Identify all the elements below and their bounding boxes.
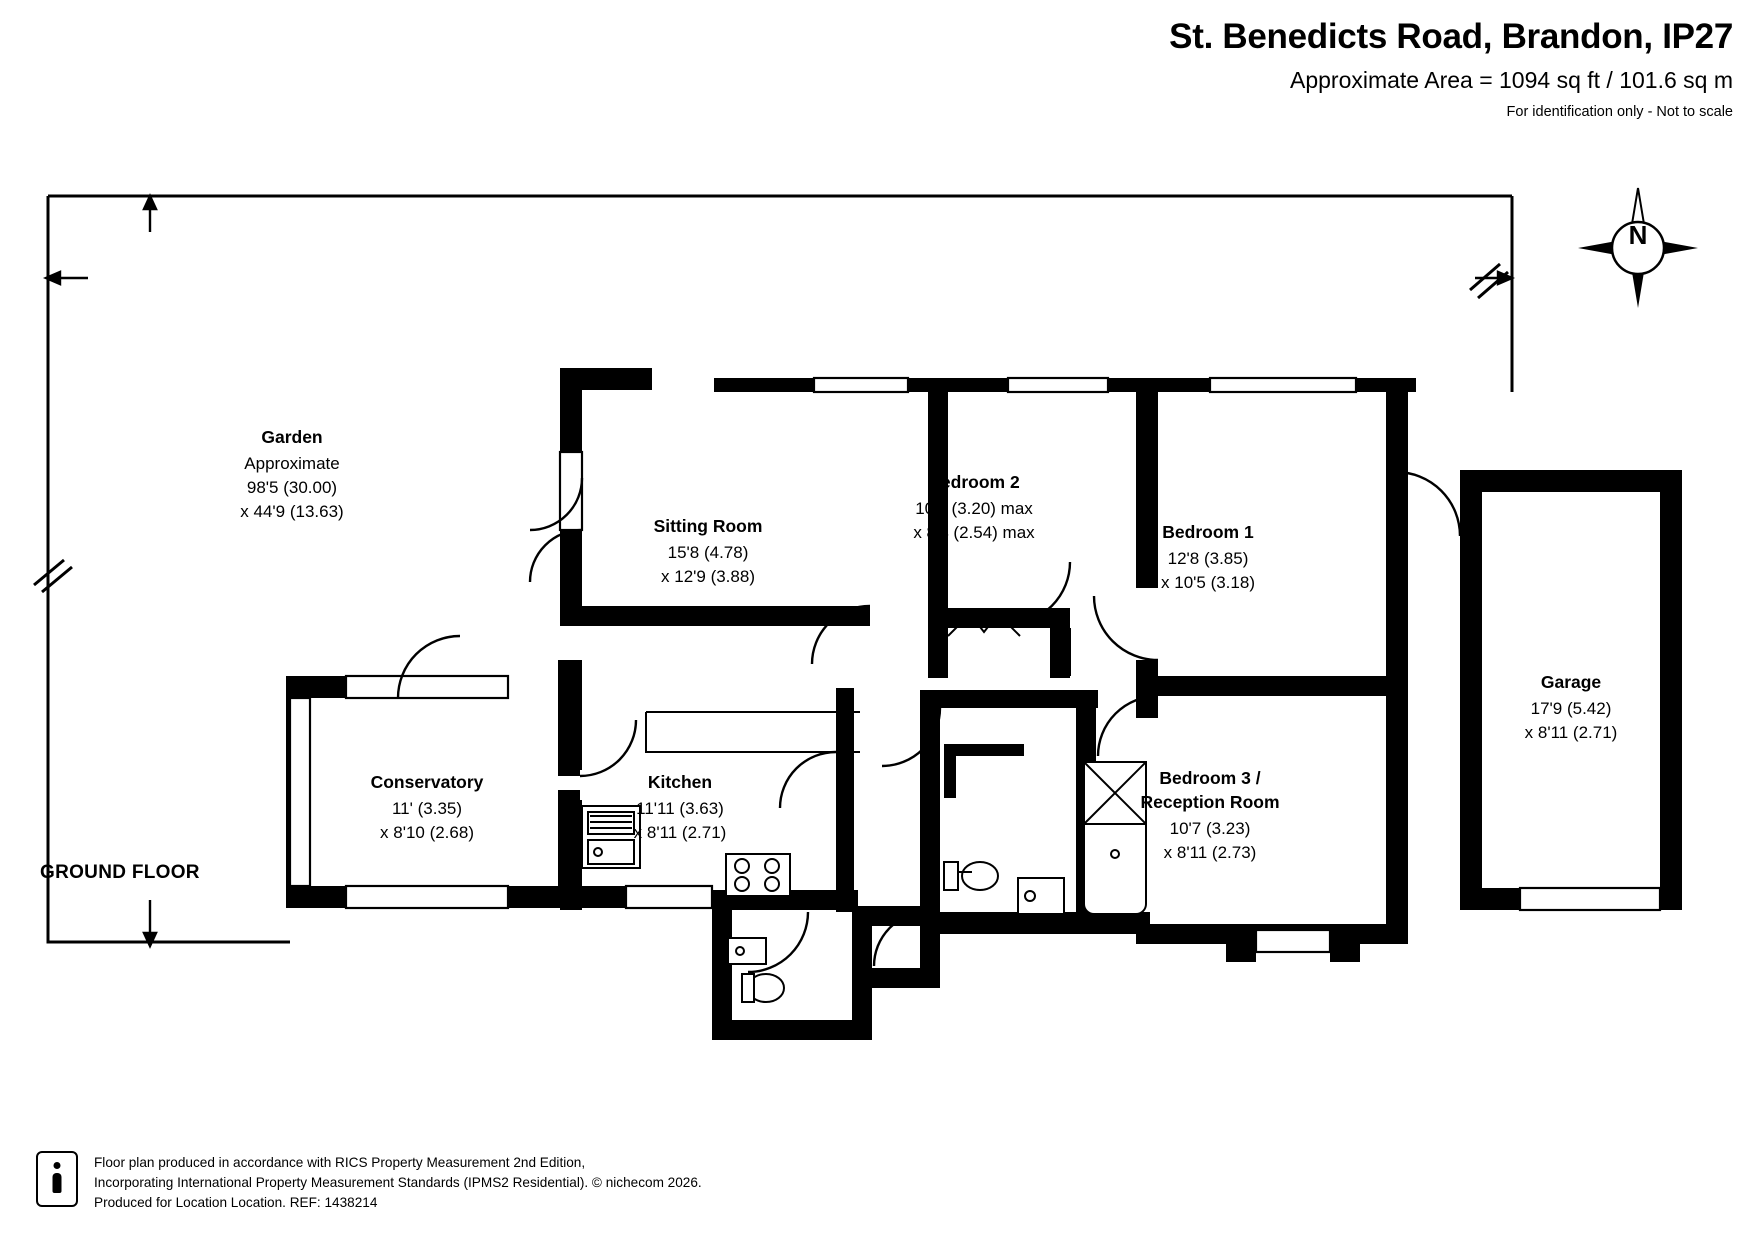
garden-dim-2: x 44'9 (13.63) (240, 502, 344, 522)
bedroom-2-dim-1: x 8'4 (2.54) max (913, 522, 1035, 542)
disclaimer-text: For identification only - Not to scale (1506, 104, 1733, 121)
room-label-garage (1460, 670, 1682, 745)
garage-dim-1: x 8'11 (2.71) (1524, 722, 1618, 742)
bedroom-3-name-2: Reception Room (1140, 791, 1280, 812)
room-label-kitchen (570, 770, 790, 845)
bedroom-1-dim-1: x 10'5 (3.18) (1161, 572, 1255, 592)
kitchen-dim-0: 11'11 (3.63) (636, 798, 724, 818)
conservatory-dim-0: 11' (3.35) (391, 798, 463, 818)
compass-north-letter: N (1628, 220, 1648, 250)
room-label-bedroom-1 (1090, 520, 1326, 595)
garden-dim-0: Approximate (244, 453, 340, 473)
footer-line-1: Floor plan produced in accordance with RICS Property Measurement 2nd Edition, (94, 1154, 586, 1170)
sitting-room-name: Sitting Room (653, 516, 763, 536)
approximate-area: Approximate Area = 1094 sq ft / 101.6 sq m (1289, 66, 1733, 93)
bedroom-3-name: Bedroom 3 / (1159, 768, 1261, 788)
kitchen-name: Kitchen (647, 772, 713, 792)
compass-rose (1576, 186, 1700, 310)
room-label-conservatory (318, 770, 536, 845)
garden-name: Garden (261, 427, 323, 447)
bedroom-1-name: Bedroom 1 (1162, 522, 1254, 542)
bedroom-1-dim-0: 12'8 (3.85) (1167, 548, 1249, 568)
conservatory-dim-1: x 8'10 (2.68) (380, 822, 474, 842)
footer-text (94, 1151, 702, 1213)
sitting-room-dim-1: x 12'9 (3.88) (661, 566, 755, 586)
bedroom-2-dim-0: 10'6 (3.20) max (915, 498, 1033, 518)
conservatory-name: Conservatory (370, 772, 484, 792)
bedroom-3-dim-0: 10'7 (3.23) (1169, 818, 1251, 838)
kitchen-dim-1: x 8'11 (2.71) (633, 822, 727, 842)
footer-line-2: Incorporating International Property Measurement Standards (IPMS2 Residential). © nichecom 2026. (94, 1174, 702, 1190)
footer-line-3: Produced for Location Location. REF: 1438214 (94, 1194, 378, 1210)
room-label-bedroom-3 (1092, 766, 1328, 865)
bedroom-2-name: Bedroom 2 (928, 472, 1020, 492)
floor-label: GROUND FLOOR (40, 862, 200, 883)
sitting-room-dim-0: 15'8 (4.78) (667, 542, 749, 562)
garage-dim-0: 17'9 (5.42) (1530, 698, 1612, 718)
room-label-sitting-room (590, 514, 826, 589)
garage-name: Garage (1540, 672, 1602, 692)
bedroom-3-dim-1: x 8'11 (2.73) (1163, 842, 1257, 862)
room-label-bedroom-2 (856, 470, 1092, 545)
person-icon (36, 1151, 78, 1207)
footer (36, 1151, 702, 1213)
garden-dim-1: 98'5 (30.00) (246, 477, 338, 497)
room-label-garden (182, 425, 402, 524)
page-title: St. Benedicts Road, Brandon, IP27 (1169, 17, 1733, 56)
